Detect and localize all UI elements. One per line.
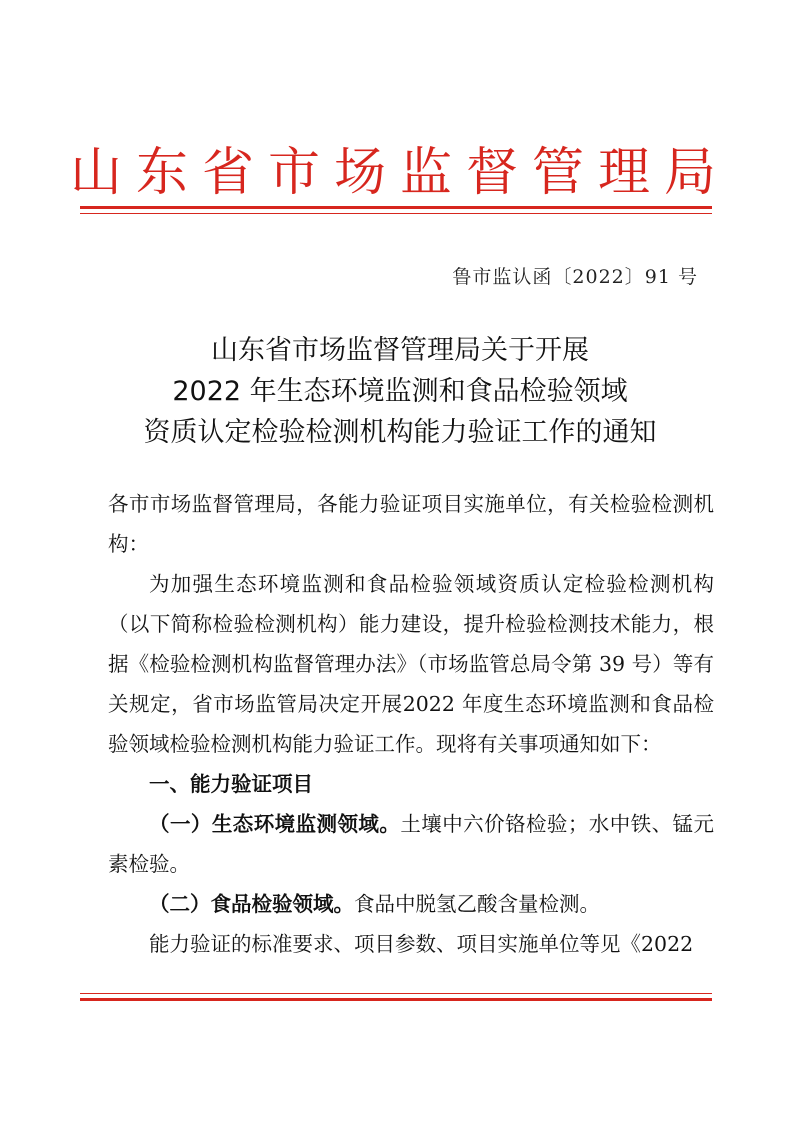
- paragraph-intro: 为加强生态环境监测和食品检验领域资质认定检验检测机构（以下简称检验检测机构）能力建设，提升检验检测技术能力，根据《检验检测机构监督管理办法》（市场监管总局令第 39 号）等有关规定，省市场监管局决定开展2022 年度生态环境监测和食品检验领域检验检测机构能力验证工作。现将有关事项通知如下：: [108, 572, 714, 756]
- document-title: [0, 330, 800, 453]
- document-body: [108, 484, 714, 964]
- title-line-3: 资质认定检验检测机构能力验证工作的通知: [143, 417, 657, 448]
- salutation: 各市市场监督管理局，各能力验证项目实施单位，有关检验检测机构：: [108, 492, 714, 556]
- footer-rule-thin: [80, 993, 712, 994]
- item-2: [108, 884, 714, 924]
- section-heading-1: 一、能力验证项目: [149, 772, 313, 796]
- item-2-text: 食品中脱氢乙酸含量检测。: [354, 892, 600, 916]
- footer-rule-thick: [80, 998, 712, 1001]
- title-line-1: 山东省市场监督管理局关于开展: [211, 335, 589, 366]
- document-number: 鲁市监认函〔2022〕91 号: [452, 266, 698, 288]
- paragraph-tail: 能力验证的标准要求、项目参数、项目实施单位等见《2022: [149, 932, 694, 956]
- title-line-2: 2022 年生态环境监测和食品检验领域: [172, 376, 628, 407]
- letterhead-title: 山东省市场监督管理局: [69, 143, 730, 203]
- header-rule-thin: [80, 213, 712, 214]
- header-rule-thick: [80, 206, 712, 209]
- item-1-text: 土壤中六价铬检验；水中铁、锰元素检验。: [108, 812, 715, 876]
- item-1: [108, 804, 714, 884]
- item-1-label: （一）生态环境监测领域。: [149, 812, 401, 836]
- item-2-label: （二）食品检验领域。: [149, 892, 354, 916]
